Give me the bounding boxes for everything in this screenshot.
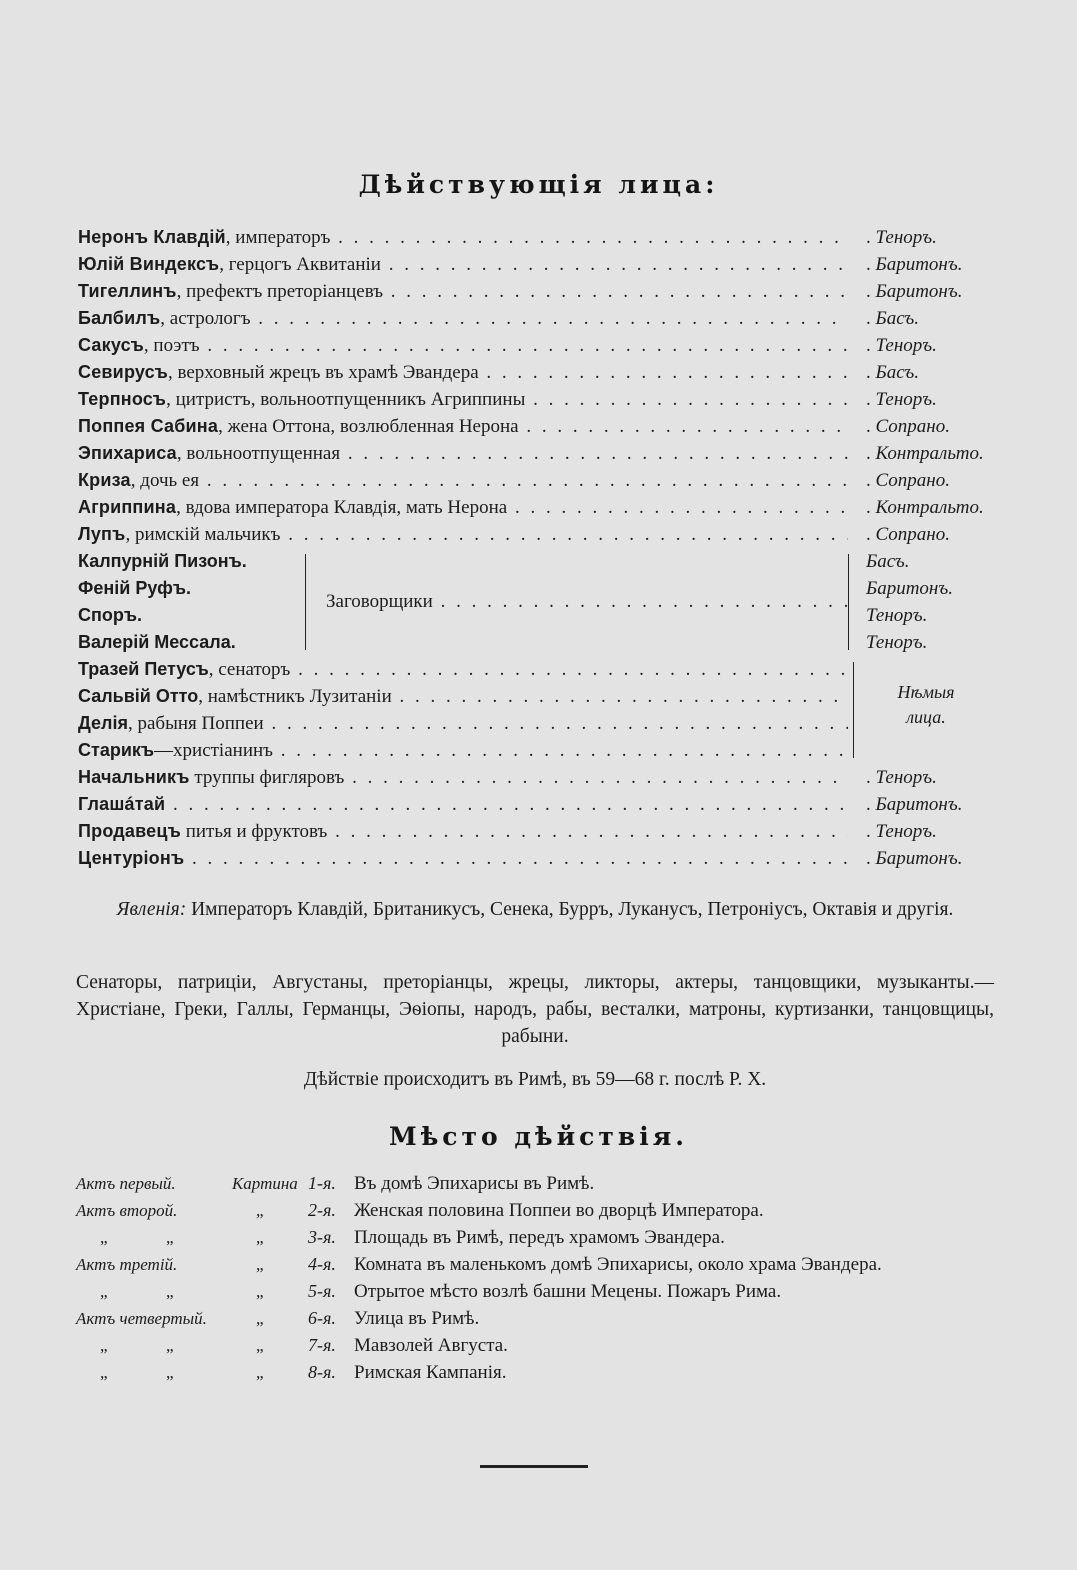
- ditto-mark: „: [166, 1336, 174, 1355]
- character-description: , верховный жрецъ въ храмѣ Эвандера: [167, 362, 479, 383]
- mute-role: Делія, рабыня Поппеи . . .: [78, 710, 848, 737]
- character-description: , цитристъ, вольноотпущенникъ Агриппины: [166, 389, 526, 410]
- scene-place: Площадь въ Римѣ, передъ храмомъ Эвандера.: [354, 1227, 725, 1248]
- conspirator-name: Валерій Мессала.: [78, 632, 236, 652]
- scene-row: [76, 1305, 996, 1332]
- ditto-mark: „: [166, 1363, 174, 1382]
- conspirators-group: [78, 548, 998, 656]
- character-description: , дочь ея: [130, 470, 200, 491]
- crowd-paragraph: Сенаторы, патриціи, Августаны, преторіанцы, жрецы, ликторы, актеры, танцовщики, музыканты.—Христіане, Греки, Галлы, Германцы, Эѳіопы, народъ, рабы, весталки, матроны, куртизанки, танцовщицы, рабыни.: [76, 972, 994, 1047]
- mute-brace: [848, 662, 854, 758]
- scene-row: [76, 1332, 996, 1359]
- voice-type: Теноръ.: [866, 605, 928, 626]
- character-name: Балбилъ: [78, 308, 161, 328]
- conspirator-name: Споръ.: [78, 605, 142, 625]
- scene-place: Женская половина Поппеи во дворцѣ Императора.: [354, 1200, 764, 1221]
- ditto-mark: „: [100, 1282, 108, 1301]
- voice-type: . Баритонъ.: [866, 791, 962, 818]
- scene-row: [76, 1197, 996, 1224]
- voice-type: . Контральто.: [866, 494, 984, 521]
- scene-row: [76, 1278, 996, 1305]
- character-description: , вольноотпущенная: [176, 443, 341, 464]
- character-name: Лупъ: [78, 524, 126, 544]
- character-name: Неронъ Клавдій: [78, 227, 226, 247]
- voice-type: . Баритонъ.: [866, 278, 962, 305]
- time-place-line: Дѣйствіе происходитъ въ Римѣ, въ 59—68 г. послѣ Р. X.: [303, 1069, 767, 1090]
- ditto-mark: „: [256, 1282, 264, 1301]
- voice-type: Баритонъ.: [866, 578, 953, 599]
- character-name: Эпихариса: [78, 443, 177, 463]
- scene-place: Въ домѣ Эпихарисы въ Римѣ.: [354, 1173, 595, 1194]
- cast-row: [78, 278, 998, 305]
- ditto-mark: „: [256, 1309, 264, 1328]
- character-name: Агриппина: [78, 497, 177, 517]
- ditto-mark: „: [100, 1363, 108, 1382]
- act-label: Актъ первый.: [76, 1174, 176, 1193]
- character-name: Севирусъ: [78, 362, 168, 382]
- character-name: Поппея Сабина: [78, 416, 219, 436]
- ditto-mark: „: [256, 1201, 264, 1220]
- voice-type: . Сопрано.: [866, 467, 950, 494]
- scene-place: Улица въ Римѣ.: [354, 1308, 480, 1329]
- voice-type: . Сопрано.: [866, 521, 950, 548]
- character-description: , герцогъ Аквитаніи: [219, 254, 381, 275]
- character-name: Глашáтай: [78, 794, 166, 814]
- cast-heading: Дѣйствующія лица:: [358, 170, 719, 199]
- scene-place: Мавзолей Августа.: [354, 1335, 508, 1356]
- character-description: питья и фруктовъ: [180, 821, 328, 842]
- ditto-mark: „: [256, 1255, 264, 1274]
- character-name: Начальникъ: [78, 767, 190, 787]
- ditto-mark: „: [256, 1228, 264, 1247]
- character-description: , префектъ преторіанцевъ: [176, 281, 384, 302]
- ditto-mark: „: [166, 1228, 174, 1247]
- character-name: Продавецъ: [78, 821, 181, 841]
- scene-row: [76, 1251, 996, 1278]
- voice-type: Теноръ.: [866, 632, 928, 653]
- scene-number: 7-я.: [308, 1335, 336, 1355]
- right-brace: [848, 554, 854, 650]
- cast-row: [78, 818, 998, 845]
- setting-heading: Мѣсто дѣйствія.: [389, 1122, 688, 1151]
- character-name: Сакусъ: [78, 335, 144, 355]
- character-description: , римскій мальчикъ: [125, 524, 281, 545]
- cast-row: [78, 251, 998, 278]
- voice-type: . Баритонъ.: [866, 251, 962, 278]
- mute-role: Сальвій Отто, намѣстникъ Лузитаніи . . .: [78, 683, 848, 710]
- mute-roles-label: Нѣмыя лица.: [897, 682, 955, 727]
- character-name: Тигеллинъ: [78, 281, 177, 301]
- voice-type: . Сопрано.: [866, 413, 950, 440]
- character-description: , императоръ: [225, 227, 331, 248]
- cast-row: [78, 359, 998, 386]
- ditto-mark: „: [100, 1228, 108, 1247]
- ditto-mark: „: [166, 1282, 174, 1301]
- ditto-mark: „: [100, 1336, 108, 1355]
- character-description: , астрологъ: [160, 308, 251, 329]
- character-name: Криза: [78, 470, 131, 490]
- scene-number: 5-я.: [308, 1281, 336, 1301]
- cast-row: [78, 413, 998, 440]
- scene-row: [76, 1359, 996, 1386]
- cast-row: [78, 467, 998, 494]
- voice-type: . Теноръ.: [866, 764, 937, 791]
- scene-number: 8-я.: [308, 1362, 336, 1382]
- scene-number: 6-я.: [308, 1308, 336, 1328]
- voice-type: . Теноръ.: [866, 332, 937, 359]
- scene-number: 1-я.: [308, 1173, 336, 1193]
- scene-number: 3-я.: [308, 1227, 336, 1247]
- character-description: , вдова императора Клавдія, мать Нерона: [176, 497, 508, 518]
- apparitions-paragraph: Явленія: Императоръ Клавдій, Британикусъ, Сенека, Бурръ, Луканусъ, Петроніусъ, Октавія и другія.: [116, 899, 954, 920]
- cast-row: [78, 224, 998, 251]
- act-label: Актъ второй.: [76, 1201, 178, 1220]
- character-description: труппы фигляровъ: [189, 767, 345, 788]
- voice-type: . Басъ.: [866, 305, 919, 332]
- character-name: Центуріонъ: [78, 848, 185, 868]
- cast-row: [78, 845, 998, 872]
- mute-role: Тразей Петусъ, сенаторъ . . .: [78, 656, 848, 683]
- conspirators-label: Заговорщики . . .: [326, 588, 848, 615]
- character-description: , поэтъ: [143, 335, 200, 356]
- cast-row: [78, 386, 998, 413]
- cast-row: [78, 791, 998, 818]
- voice-type: . Контральто.: [866, 440, 984, 467]
- ditto-mark: „: [256, 1336, 264, 1355]
- voice-type: . Басъ.: [866, 359, 919, 386]
- conspirator-name: Калпурній Пизонъ.: [78, 551, 247, 571]
- act-label: Актъ третій.: [76, 1255, 178, 1274]
- mute-roles-group: [78, 656, 998, 764]
- scene-place: Отрытое мѣсто возлѣ башни Мецены. Пожаръ Рима.: [354, 1281, 782, 1302]
- cast-list: [78, 224, 998, 872]
- scene-list: [76, 1170, 996, 1386]
- cast-row: [78, 521, 998, 548]
- ditto-mark: „: [256, 1363, 264, 1382]
- voice-type: Басъ.: [866, 551, 910, 572]
- voice-type: . Баритонъ.: [866, 845, 962, 872]
- cast-row: [78, 440, 998, 467]
- scene-place: Римская Кампанія.: [354, 1362, 507, 1383]
- scene-row: [76, 1224, 996, 1251]
- cast-row: [78, 305, 998, 332]
- mute-role: Старикъ—христіанинъ . . .: [78, 737, 848, 764]
- left-brace: [300, 554, 306, 650]
- scene-number: 4-я.: [308, 1254, 336, 1274]
- voice-type: . Теноръ.: [866, 818, 937, 845]
- conspirator-name: Феній Руфъ.: [78, 578, 191, 598]
- voice-type: . Теноръ.: [866, 224, 937, 251]
- character-name: Юлій Виндексъ: [78, 254, 220, 274]
- character-name: Терпносъ: [78, 389, 167, 409]
- cast-row: [78, 332, 998, 359]
- cast-row: [78, 764, 998, 791]
- character-description: , жена Оттона, возлюбленная Нерона: [218, 416, 519, 437]
- cast-row: [78, 494, 998, 521]
- voice-type: . Теноръ.: [866, 386, 937, 413]
- end-rule: [480, 1465, 588, 1468]
- act-label: Актъ четвертый.: [76, 1309, 207, 1328]
- scene-row: [76, 1170, 996, 1197]
- scene-place: Комната въ маленькомъ домѣ Эпихарисы, около храма Эвандера.: [354, 1254, 882, 1275]
- picture-label: Картина: [232, 1174, 298, 1193]
- scene-number: 2-я.: [308, 1200, 336, 1220]
